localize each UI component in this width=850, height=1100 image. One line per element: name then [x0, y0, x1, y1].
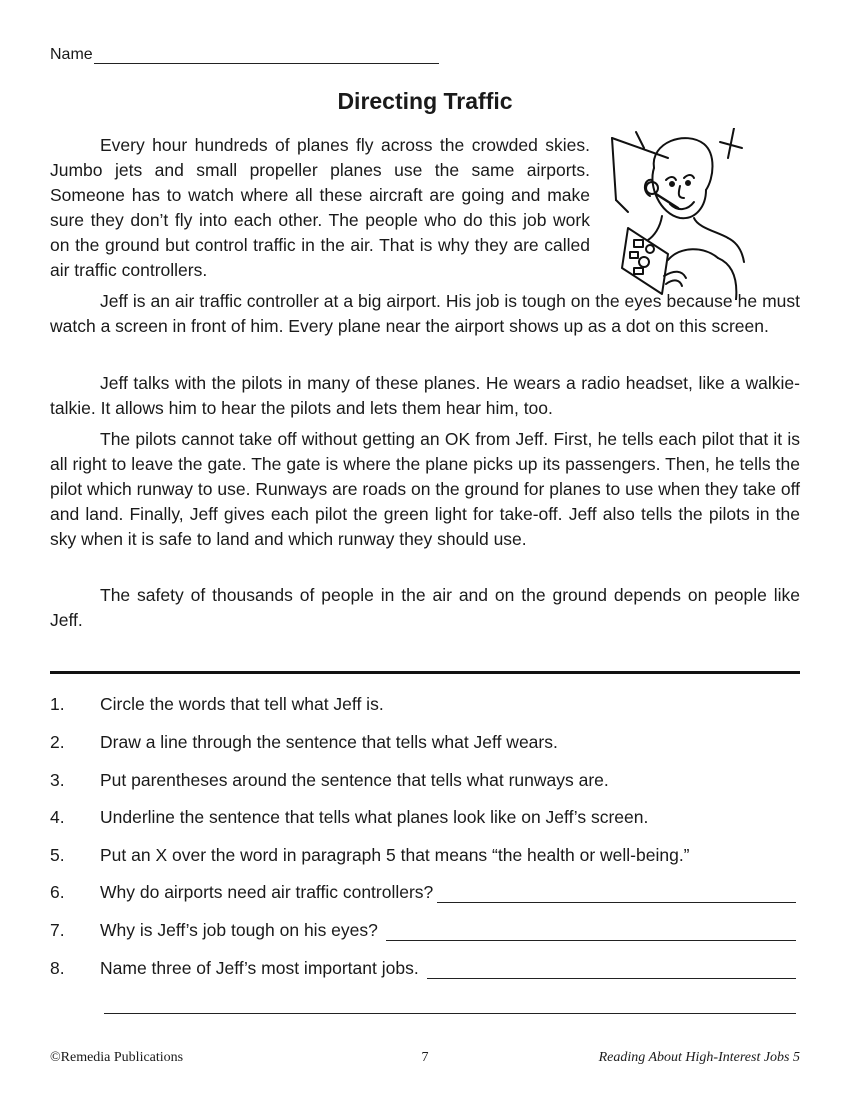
worksheet-title: Directing Traffic [337, 88, 513, 114]
answer-blank[interactable] [386, 922, 796, 941]
paragraph-3: Jeff talks with the pilots in many of these planes. He wears a radio headset, like a walkie-talkie. It allows him to hear the pilots and lets them hear him, too. [50, 373, 800, 418]
answer-line-extra[interactable] [104, 1013, 796, 1014]
question-text: Why is Jeff’s job tough on his eyes? [100, 920, 378, 940]
question-text: Name three of Jeff’s most important jobs. [100, 958, 419, 978]
footer-page-number: 7 [421, 1050, 429, 1065]
question-number: 4. [50, 807, 65, 827]
section-divider [50, 671, 800, 674]
question-7 [50, 920, 800, 941]
question-5 [50, 845, 800, 866]
question-text: Draw a line through the sentence that tells what Jeff wears. [100, 732, 558, 752]
name-field-row [50, 46, 439, 64]
question-2 [50, 732, 800, 753]
question-1 [50, 694, 800, 715]
question-text: Circle the words that tell what Jeff is. [100, 694, 384, 714]
footer-book-title: Reading About High-Interest Jobs 5 [598, 1050, 800, 1065]
question-number: 5. [50, 845, 65, 865]
question-text: Put an X over the word in paragraph 5 that means “the health or well-being.” [100, 845, 690, 865]
paragraph-2: Jeff is an air traffic controller at a big airport. His job is tough on the eyes because he must watch a screen in front of him. Every plane near the airport shows up as a dot on this screen. [50, 291, 800, 336]
question-number: 7. [50, 920, 65, 940]
question-4 [50, 807, 800, 828]
question-text: Underline the sentence that tells what planes look like on Jeff’s screen. [100, 807, 649, 827]
question-8 [50, 958, 800, 979]
air-traffic-controller-illustration [608, 128, 746, 300]
question-number: 3. [50, 770, 65, 790]
question-text: Why do airports need air traffic controllers? [100, 882, 434, 902]
question-6 [50, 882, 800, 903]
footer-publisher: ©Remedia Publications [50, 1050, 184, 1065]
question-number: 2. [50, 732, 65, 752]
answer-blank[interactable] [427, 960, 796, 979]
question-number: 8. [50, 958, 65, 978]
paragraph-1: Every hour hundreds of planes fly across the crowded skies. Jumbo jets and small propeller planes use the same airports. Someone has to watch where all these aircraft are going and make sure they don’t fly into each other. The people who do this job work on the ground but control traffic in the air. That is why they are called air traffic controllers. [50, 135, 590, 280]
paragraph-5: The safety of thousands of people in the air and on the ground depends on people like Jeff. [50, 585, 800, 630]
name-label: Name [50, 46, 93, 63]
question-number: 1. [50, 694, 65, 714]
question-number: 6. [50, 882, 65, 902]
answer-blank[interactable] [437, 884, 796, 903]
paragraph-4: The pilots cannot take off without getting an OK from Jeff. First, he tells each pilot that it is all right to leave the gate. The gate is where the plane picks up its passengers. Then, he tells the pilot which runway to use. Runways are roads on the ground for planes to use when they take off and land. Finally, Jeff gives each pilot the green light for take-off. Jeff also tells the pilots in the sky when it is safe to land and which runway they should use. [50, 429, 800, 549]
question-3 [50, 770, 800, 791]
question-text: Put parentheses around the sentence that tells what runways are. [100, 770, 609, 790]
name-blank-line[interactable] [94, 46, 439, 64]
